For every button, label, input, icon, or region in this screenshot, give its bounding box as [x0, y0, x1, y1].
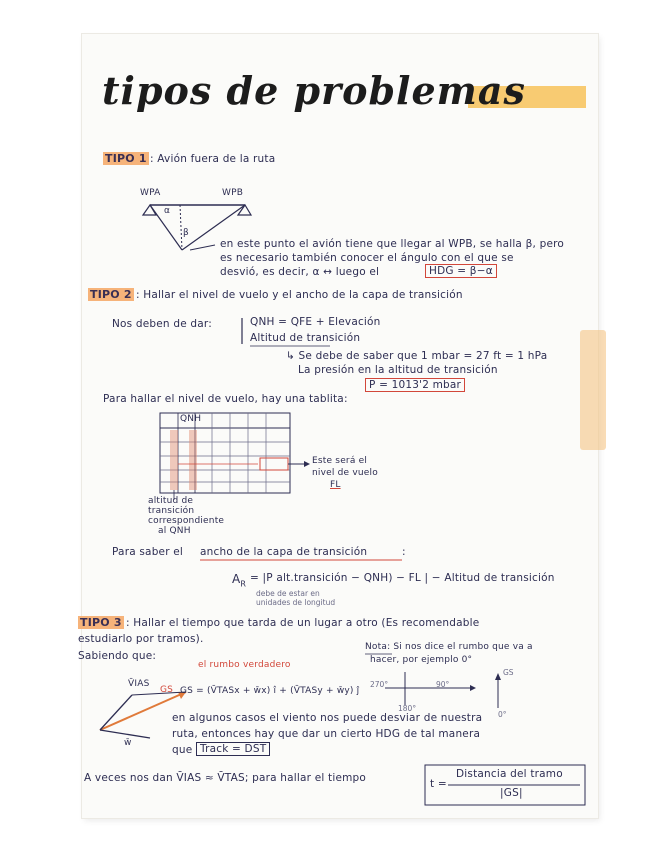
tipo2-tag: TIPO 2 — [90, 288, 132, 301]
tipo2-fl: FL — [330, 480, 341, 490]
tipo2-width-intro-b: ancho de la capa de transición — [200, 546, 368, 558]
tipo3-nota1: Nota: Si nos dice el rumbo que va a — [365, 642, 533, 652]
tipo3-heading: : Hallar el tiempo que tarda de un lugar a otro (Es recomendable — [126, 617, 480, 629]
tipo3-track: Track = DST — [196, 742, 270, 756]
tipo1-heading: : Avión fuera de la ruta — [150, 153, 276, 165]
tipo1-line1: en este punto el avión tiene que llegar al WPB, se halla β, pero — [220, 238, 565, 250]
tipo3-wind3: que — [172, 744, 193, 756]
tipo2-pressure: P = 1013'2 mbar — [365, 378, 465, 392]
tipo2-table-intro: Para hallar el nivel de vuelo, hay una tablita: — [103, 393, 348, 405]
tipo3-tag: TIPO 3 — [80, 616, 122, 629]
tipo1-wpa: WPA — [140, 188, 161, 198]
tipo3-t-den: |GS| — [500, 787, 523, 799]
tipo3-sabiendo: Sabiendo que: — [78, 650, 157, 662]
tipo3-gs: GS — [160, 685, 174, 695]
tipo2-give-label: Nos deben de dar: — [112, 318, 212, 330]
tipo3-deg180: 180° — [398, 704, 417, 713]
tipo2-alt-note1: altitud de — [148, 496, 194, 506]
tipo3-vector-eq: GS = (V̄TASx + w̄x) î + (V̄TASy + w̄y) ĵ — [180, 686, 360, 696]
tipo3-deg270: 270° — [370, 680, 389, 689]
tipo1-formula: HDG = β−α — [425, 264, 497, 278]
tipo1-alpha: α — [164, 206, 171, 216]
tipo2-item1: QNH = QFE + Elevación — [250, 316, 381, 328]
tipo3-vias: V̄IAS — [128, 679, 150, 689]
tipo2-note2: La presión en la altitud de transición — [298, 364, 498, 376]
tipo2-formula-note1: debe de estar en — [256, 589, 320, 598]
tipo3-deg90: 90° — [436, 680, 450, 689]
tipo2-formula-lhs: $A_R$ — [232, 572, 247, 589]
tipo2-qnh: QNH — [180, 414, 202, 424]
tipo3-w: w̄ — [124, 738, 132, 748]
tipo3-final: A veces nos dan V̄IAS ≈ V̄TAS; para hallar el tiempo — [84, 772, 367, 784]
page-title: tipos de problemas — [102, 68, 526, 113]
tipo2-fl-note1: Este será el — [312, 456, 368, 466]
tipo3-t-num: Distancia del tramo — [456, 768, 563, 780]
tipo3-heading2: estudiarlo por tramos). — [78, 633, 204, 645]
tipo2-formula-note2: unidades de longitud — [256, 598, 336, 607]
tipo3-nota2: hacer, por ejemplo 0° — [370, 655, 473, 665]
tipo1-beta: β — [183, 228, 189, 238]
tipo3-gs-small: GS — [503, 668, 514, 677]
tipo1-line2: es necesario también conocer el ángulo con el que se — [220, 252, 514, 264]
tipo2-alt-note2: transición — [148, 506, 195, 516]
tipo3-wind1: en algunos casos el viento nos puede desviar de nuestra — [172, 712, 483, 724]
tipo2-fl-note2: nivel de vuelo — [312, 468, 378, 478]
tipo2-heading: : Hallar el nivel de vuelo y el ancho de la capa de transición — [136, 289, 463, 301]
tipo2-item2: Altitud de transición — [250, 332, 361, 344]
tipo3-deg0: 0° — [498, 710, 507, 719]
tipo3-rumbo: el rumbo verdadero — [198, 660, 291, 670]
tipo2-alt-note3: correspondiente — [148, 516, 225, 526]
tipo3-wind2: ruta, entonces hay que dar un cierto HDG de tal manera — [172, 728, 481, 740]
tipo2-note1: ↳ Se debe de saber que 1 mbar = 27 ft = 1 hPa — [286, 350, 548, 362]
tipo2-width-intro-a: Para saber el — [112, 546, 184, 558]
tipo2-formula-rhs: = |P alt.transición − QNH) − FL | − Altitud de transición — [250, 572, 555, 584]
tipo2-width-intro-c: : — [402, 546, 406, 558]
tipo3-t-lhs: t = — [430, 778, 447, 790]
tipo1-tag: TIPO 1 — [105, 152, 147, 165]
tipo1-line3: desvió, es decir, α ↔ luego el — [220, 266, 380, 278]
tipo1-wpb: WPB — [222, 188, 244, 198]
tipo2-alt-note4: al QNH — [158, 526, 191, 536]
